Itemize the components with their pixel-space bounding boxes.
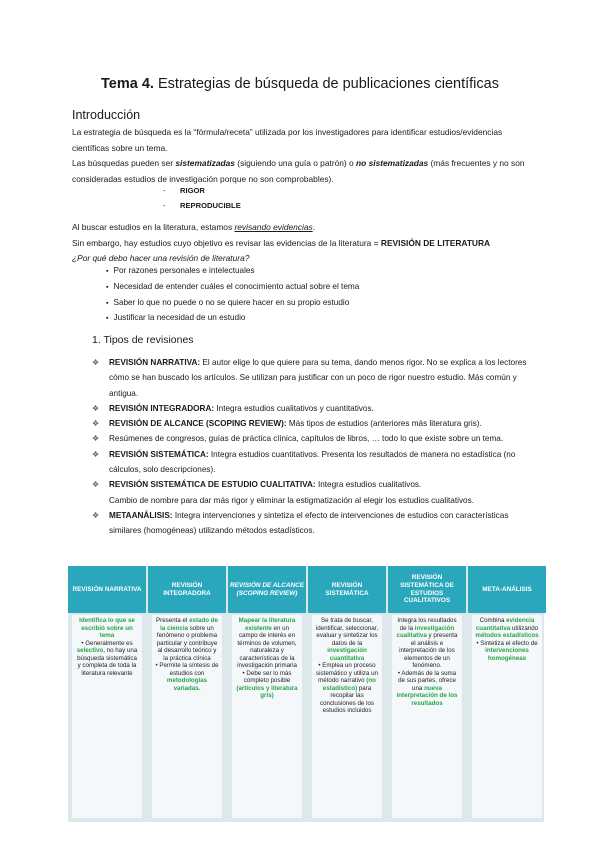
diamond-bullet-icon: ❖	[92, 358, 100, 367]
column-header: REVISIÓN NARRATIVA	[68, 566, 146, 613]
table-column-integradora	[148, 566, 226, 822]
column-header: REVISIÓN INTEGRADORA	[148, 566, 226, 613]
intro-heading: Introducción	[72, 108, 141, 122]
column-header: REVISIÓN DE ALCANCE (SCOPING REVIEW)	[228, 566, 306, 613]
intro-paragraph-4: Sin embargo, hay estudios cuyo objetivo es revisar las evidencias de la literatura = REVISIÓN DE LITERATURA	[72, 238, 491, 248]
page-title: Tema 4. Estrategias de búsqueda de publicaciones científicas	[101, 76, 499, 92]
list-item: ❖ REVISIÓN INTEGRADORA: Integra estudios cualitativos y cuantitativos.	[92, 401, 538, 416]
table-column-sistematica	[308, 566, 386, 822]
column-body: Se trata de buscar, identificar, seleccionar, evaluar y sintetizar los datos de la investigación cuantitativa • Emplea un proceso sistemático y utiliza un método narrativo (no estadístico) para recopilar las conclusiones de los estudios incluidos	[312, 615, 382, 818]
list-item: ▪ Saber lo que no puede o no se quiere hacer en su propio estudio	[106, 296, 359, 312]
diamond-bullet-icon: ❖	[92, 510, 100, 520]
dash-item: - REPRODUCIBLE	[163, 201, 241, 210]
list-item: ❖ METAANÁLISIS: Integra intervenciones y sintetiza el efecto de intervenciones de estudios con características similares (homogéneas) utilizando métodos estadísticos.	[92, 508, 538, 539]
list-item: ▪ Necesidad de entender cuáles el conocimiento actual sobre el tema	[106, 280, 359, 296]
table-column-cualitativos	[388, 566, 466, 822]
table-column-metaanalisis	[468, 566, 546, 822]
table-column-narrativa	[68, 566, 146, 822]
column-body: Mapear la literatura existente en un campo de interés en términos de volumen, naturaleza y características de la investigación primaria • Debe ser lo más completo posible (artículos y literatura gris)	[232, 615, 302, 818]
list-item: ▪ Por razones personales e intelectuales	[106, 264, 359, 280]
tipos-heading: 1. Tipos de revisiones	[92, 334, 194, 346]
column-header: REVISIÓN SISTEMÁTICA DE ESTUDIOS CUALITATIVOS	[388, 566, 466, 613]
column-body: Combina evidencia cuantitativa utilizando métodos estadísticos • Sintetiza el efecto de intervenciones homogéneas	[472, 615, 542, 818]
tipos-list	[92, 355, 538, 539]
column-body: Identifica lo que se escribió sobre un tema • Generalmente es selectivo, no hay una búsqueda sistemática y completa de toda la literatura relevante	[72, 615, 142, 818]
diamond-bullet-icon: ❖	[92, 480, 100, 490]
intro-paragraph-2: Las búsquedas pueden ser sistematizadas (siguiendo una guía o patrón) o no sistematizadas (más frecuentes y no son consideradas estudios de investigación porque no son comprobables).	[72, 158, 525, 184]
column-header: REVISIÓN SISTEMÁTICA	[308, 566, 386, 613]
intro-paragraph-1: La estrategia de búsqueda es la “fórmula/receta” utilizada por los investigadores para identificar estudios/evidencias científicas sobre un tema.	[72, 127, 503, 153]
review-types-table	[68, 566, 544, 822]
list-item: ❖ REVISIÓN DE ALCANCE (SCOPING REVIEW): Más tipos de estudios (anteriores más literatura gris).	[92, 416, 538, 431]
list-item: ❖ REVISIÓN NARRATIVA: El autor elige lo que quiere para su tema, dando menos rigor. No se explica a los lectores cómo se han buscado los artículos. Se utilizan para justificar con un poco de rigor nuestro estudio. Más común y antigua.	[92, 355, 538, 401]
table-column-alcance	[228, 566, 306, 822]
list-item: ▪ Justificar la necesidad de un estudio	[106, 311, 359, 327]
list-item-continuation: Cambio de nombre para dar más rigor y eliminar la estigmatización al elegir los estudios cualitativos.	[109, 495, 474, 505]
list-item: ❖ REVISIÓN SISTEMÁTICA DE ESTUDIO CUALITATIVA: Integra estudios cualitativos.	[92, 477, 538, 492]
intro-paragraph-3: Al buscar estudios en la literatura, estamos revisando evidencias.	[72, 222, 316, 232]
column-body: Integra los resultados de la investigación cualitativa y presenta el análisis e interpretación de los elementos de un fenómeno. • Además de la suma de sus partes, ofrece una nueva interpretación de los resultados	[392, 615, 462, 818]
list-item: ❖ Resúmenes de congresos, guías de práctica clínica, capítulos de libros, … todo lo que existe sobre un tema.	[92, 431, 538, 446]
list-item: ❖ REVISIÓN SISTEMÁTICA: Integra estudios cuantitativos. Presenta los resultados de manera no estadística (no cálculos, solo descripciones).	[92, 447, 538, 478]
diamond-bullet-icon: ❖	[92, 434, 100, 444]
column-body: Presenta el estado de la ciencia sobre un fenómeno o problema particular y contribuye al desarrollo teórico y la práctica clínica • Permite la síntesis de estudios con metodologías variadas.	[152, 615, 222, 818]
dash-item: - RIGOR	[163, 186, 205, 195]
column-header: META-ANÁLISIS	[468, 566, 546, 613]
diamond-bullet-icon: ❖	[92, 403, 100, 413]
diamond-bullet-icon: ❖	[92, 419, 100, 429]
intro-question: ¿Por qué debo hacer una revisión de literatura?	[72, 253, 250, 263]
diamond-bullet-icon: ❖	[92, 449, 100, 459]
reasons-list	[106, 264, 359, 327]
